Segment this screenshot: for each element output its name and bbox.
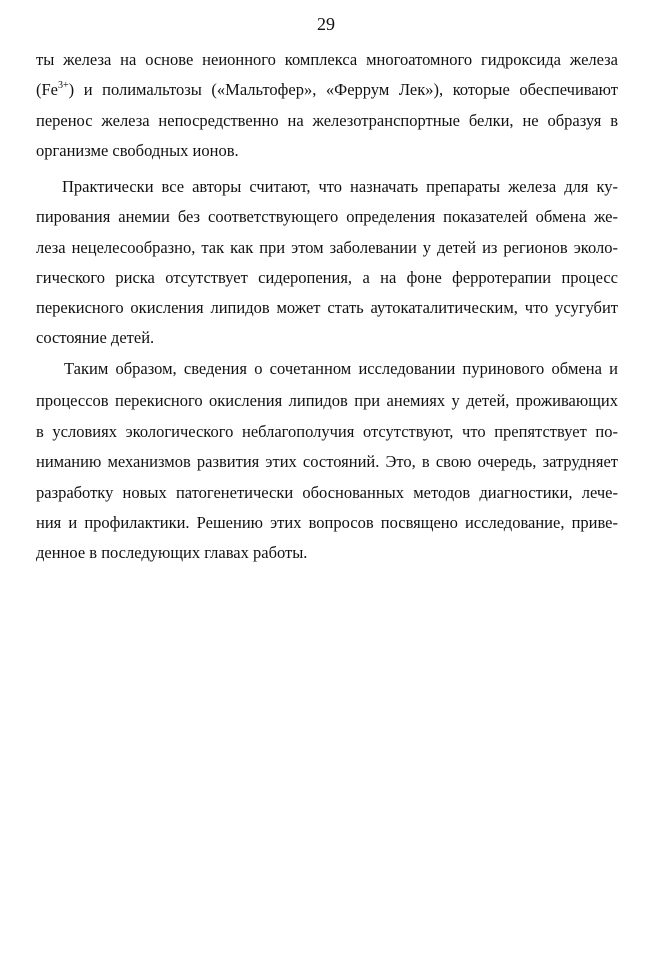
paragraph-2-line-1: Практически все авторы считают, что назначать препараты железа для ку- (62, 177, 618, 196)
paragraph-3-line-7: денное в последующих главах работы. (36, 543, 308, 562)
paragraph-1-line-1: ты железа на основе неионного комплекса многоатомного гидроксида железа (36, 50, 618, 69)
page-number: 29 (317, 14, 335, 34)
formula-fe-open: (Fe (36, 80, 58, 99)
paragraph-1-line-2 (36, 78, 618, 102)
paragraph-3-line-2: процессов перекисного окисления липидов при анемиях у детей, проживающих (36, 391, 618, 410)
paragraph-2-line-6: состояние детей. (36, 328, 155, 347)
paragraph-2-line-5: перекисного окисления липидов может стать аутокаталитическим, что усугубит (36, 298, 618, 317)
paragraph-1-line-4: организме свободных ионов. (36, 141, 239, 160)
formula-fe-charge: 3+ (58, 80, 69, 91)
paragraph-2-line-3: леза нецелесообразно, так как при этом заболевании у детей из регионов эколо- (36, 238, 618, 257)
paragraph-3-line-5: разработку новых патогенетически обоснованных методов диагностики, лече- (36, 483, 618, 502)
paragraph-1-line-2-rest: ) и полимальтозы («Мальтофер», «Феррум Лек»), которые обеспечивают (68, 80, 618, 99)
paragraph-3-line-6: ния и профилактики. Решению этих вопросов посвящено исследование, приве- (36, 513, 618, 532)
paragraph-3-line-3: в условиях экологического неблагополучия отсутствуют, что препятствует по- (36, 422, 618, 441)
paragraph-1-line-3: перенос железа непосредственно на железотранспортные белки, не образуя в (36, 111, 618, 130)
paragraph-2-line-4: гического риска отсутствует сидеропения, а на фоне ферротерапии процесс (36, 268, 618, 287)
paragraph-2-line-2: пирования анемии без соответствующего определения показателей обмена же- (36, 207, 618, 226)
paragraph-3-line-1: Таким образом, сведения о сочетанном исследовании пуринового обмена и (64, 359, 618, 378)
paragraph-3-line-4: ниманию механизмов развития этих состояний. Это, в свою очередь, затрудняет (36, 452, 618, 471)
